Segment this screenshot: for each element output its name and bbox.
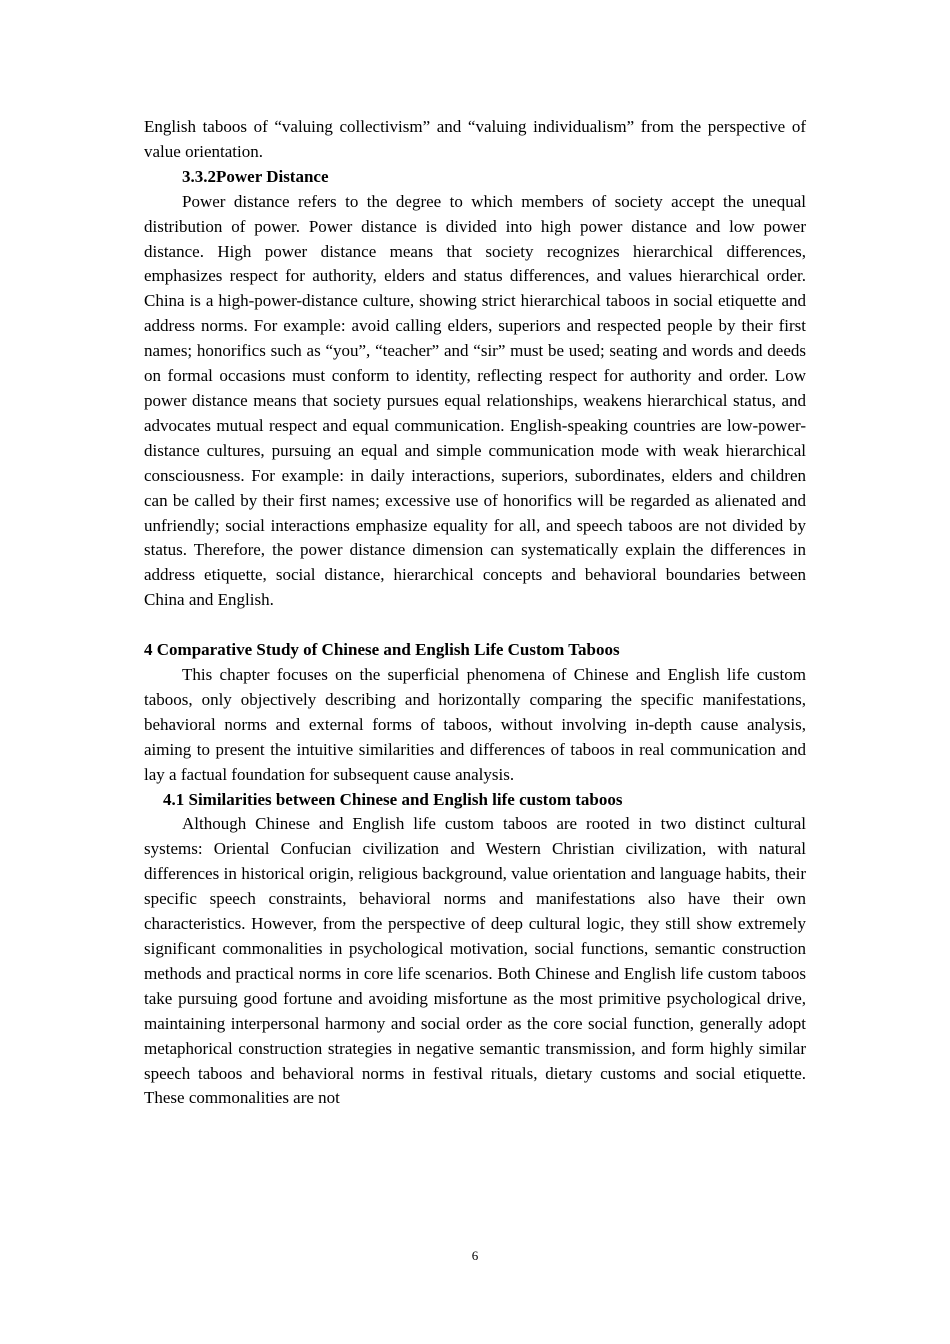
paragraph-chapter-4-intro: This chapter focuses on the superficial phenomena of Chinese and English life custom taboos, only objectively describing and horizontally comparing the specific manifestations, behavioral norms and external forms of taboos, without involving in-depth cause analysis, aiming to present the intuitive similarities and differences of taboos in real communication and lay a factual foundation for subsequent cause analysis. bbox=[144, 665, 806, 784]
paragraph-continued: English taboos of “valuing collectivism” and “valuing individualism” from the perspective of value orientation. bbox=[144, 117, 806, 161]
chapter-heading-4: 4 Comparative Study of Chinese and English Life Custom Taboos bbox=[144, 640, 620, 660]
paragraph-similarities: Although Chinese and English life custom taboos are rooted in two distinct cultural systems: Oriental Confucian civilization and Western Christian civilization, with natural differences in historical origin, religious background, value orientation and language habits, their specific speech constraints, behavioral norms and manifestations also have their own characteristics. However, from the perspective of deep cultural logic, they still show extremely significant commonalities in psychological motivation, social functions, semantic construction methods and practical norms in core life scenarios. Both Chinese and English life custom taboos take pursuing good fortune and avoiding misfortune as the most primitive psychological drive, maintaining interpersonal harmony and social order as the core social function, generally adopt metaphorical construction strategies in negative semantic transmission, and form highly similar speech taboos and behavioral norms in festival rituals, dietary customs and social etiquette. These commonalities are not bbox=[144, 814, 806, 1108]
paragraph-power-distance: Power distance refers to the degree to which members of society accept the unequal distribution of power. Power distance is divided into high power distance and low power distance. High power distance means that society recognizes hierarchical differences, emphasizes respect for authority, elders and status differences, and values hierarchical order. China is a high-power-distance culture, showing strict hierarchical taboos in social etiquette and address norms. For example: avoid calling elders, superiors and respected people by their first names; honorifics such as “you”, “teacher” and “sir” must be used; seating and words and deeds on formal occasions must conform to identity, reflecting respect for authority and order. Low power distance means that society pursues equal relationships, weakens hierarchical status, and advocates mutual respect and equal communication. English-speaking countries are low-power-distance cultures, pursuing an equal and simple communication mode with weak hierarchical consciousness. For example: in daily interactions, superiors, subordinates, elders and children can be called by their first names; excessive use of honorifics will be regarded as alienated and unfriendly; social interactions emphasize equality for all, and speech taboos are not divided by status. Therefore, the power distance dimension can systematically explain the differences in address etiquette, social distance, hierarchical concepts and behavioral boundaries between China and English. bbox=[144, 191, 806, 610]
page-number: 6 bbox=[471, 1248, 479, 1263]
section-heading-3-3-2: 3.3.2Power Distance bbox=[182, 166, 329, 186]
document-body bbox=[144, 115, 806, 1111]
section-heading-4-1: 4.1 Similarities between Chinese and English life custom taboos bbox=[163, 789, 623, 809]
